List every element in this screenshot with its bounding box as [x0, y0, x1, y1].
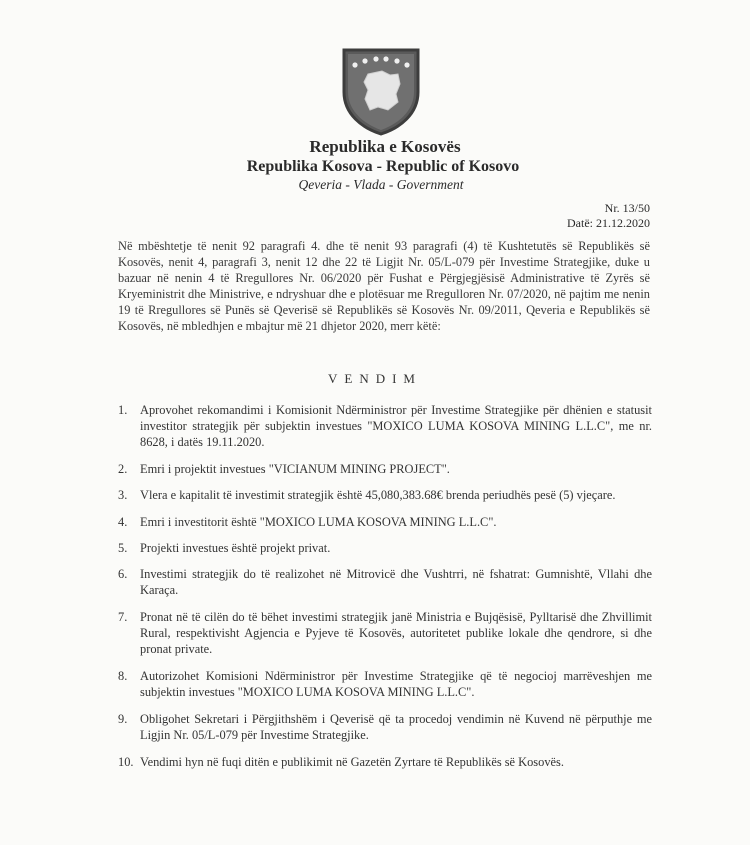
republic-title-multilingual: Republika Kosova - Republic of Kosovo: [246, 158, 520, 175]
item-text: Aprovohet rekomandimi i Komisionit Ndërministror për Investime Strategjike për dhënien e statusit investitor strategjik për subjektin investues "MOXICO LUMA KOSOVA MINING L.L.C", me nr. 8628, i datës 19.11.2020.: [140, 403, 652, 449]
item-text: Vendimi hyn në fuqi ditën e publikimit në Gazetën Zyrtare të Republikës së Kosovës.: [140, 755, 564, 769]
item-text: Investimi strategjik do të realizohet në Mitrovicë dhe Vushtrri, në fshatrat: Gumnishtë, Vllahi dhe Karaça.: [140, 567, 652, 597]
item-text: Emri i projektit investues "VICIANUM MINING PROJECT".: [140, 462, 450, 476]
decision-date: Datë: 21.12.2020: [567, 216, 650, 230]
item-text: Emri i investitorit është "MOXICO LUMA KOSOVA MINING L.L.C".: [140, 515, 497, 529]
item-number: 1.: [118, 403, 128, 417]
item-number: 8.: [118, 669, 128, 683]
list-item: [118, 711, 652, 743]
decision-reference: [567, 201, 650, 231]
item-number: 5.: [118, 541, 128, 555]
list-item: [118, 487, 652, 503]
item-number: 4.: [118, 515, 128, 529]
item-text: Vlera e kapitalit të investimit strategjik është 45,080,383.68€ brenda periudhës pesë (5) vjeçare.: [140, 488, 616, 502]
republic-title-albanian: Republika e Kosovës: [309, 137, 461, 156]
list-item: [118, 668, 652, 700]
item-number: 3.: [118, 488, 128, 502]
item-text: Pronat në të cilën do të bëhet investimi strategjik janë Ministria e Bujqësisë, Pylltarisë dhe Zhvillimit Rural, respektivisht Agjencia e Pyjeve të Kosovës, autoritetet publike lokale dhe qendrore, si dhe pronat private.: [140, 610, 652, 656]
item-number: 7.: [118, 610, 128, 624]
government-subtitle: Qeveria - Vlada - Government: [298, 177, 464, 192]
kosovo-coat-of-arms-icon: [338, 44, 424, 136]
item-number: 2.: [118, 462, 128, 476]
list-item: [118, 754, 652, 770]
preamble-paragraph: Në mbështetje të nenit 92 paragrafi 4. dhe të nenit 93 paragrafi (4) të Kushtetutës së Republikës së Kosovës, nenit 4, paragrafi 3, nenit 12 dhe 22 të Ligjit Nr. 05/L-079 për Investime Strategjike, duke u bazuar në nenin 4 të Rregullores Nr. 06/2020 për Fushat e Përgjegjësisë Administrative të Zyrës së Kryeministrit dhe Ministrive, e ndryshuar dhe e plotësuar me Rregulloren Nr. 07/2020, në pajtim me nenin 19 të Rregullores së Punës së Qeverisë së Republikës së Kosovës Nr. 09/2011, Qeveria e Republikës së Kosovës, në mbledhjen e mbajtur më 21 dhjetor 2020, merr këtë:: [118, 239, 650, 333]
item-text: Autorizohet Komisioni Ndërministror për Investime Strategjike që të negocioj marrëveshjen me subjektin investues "MOXICO LUMA KOSOVA MINING L.L.C".: [140, 669, 652, 699]
item-text: Obligohet Sekretari i Përgjithshëm i Qeverisë që ta procedoj vendimin në Kuvend në përputhje me Ligjin Nr. 05/L-079 për Investime Strategjike.: [140, 712, 652, 742]
decision-heading: VENDIM: [328, 371, 422, 386]
decision-number: Nr. 13/50: [604, 201, 650, 215]
list-item: [118, 402, 652, 450]
list-item: [118, 540, 652, 556]
item-number: 6.: [118, 567, 128, 581]
item-number: 9.: [118, 712, 128, 726]
list-item: [118, 461, 652, 477]
item-number: 10.: [118, 755, 134, 769]
item-text: Projekti investues është projekt privat.: [140, 541, 331, 555]
decision-items-list: [118, 402, 652, 770]
list-item: [118, 609, 652, 657]
list-item: [118, 566, 652, 598]
list-item: [118, 514, 652, 530]
